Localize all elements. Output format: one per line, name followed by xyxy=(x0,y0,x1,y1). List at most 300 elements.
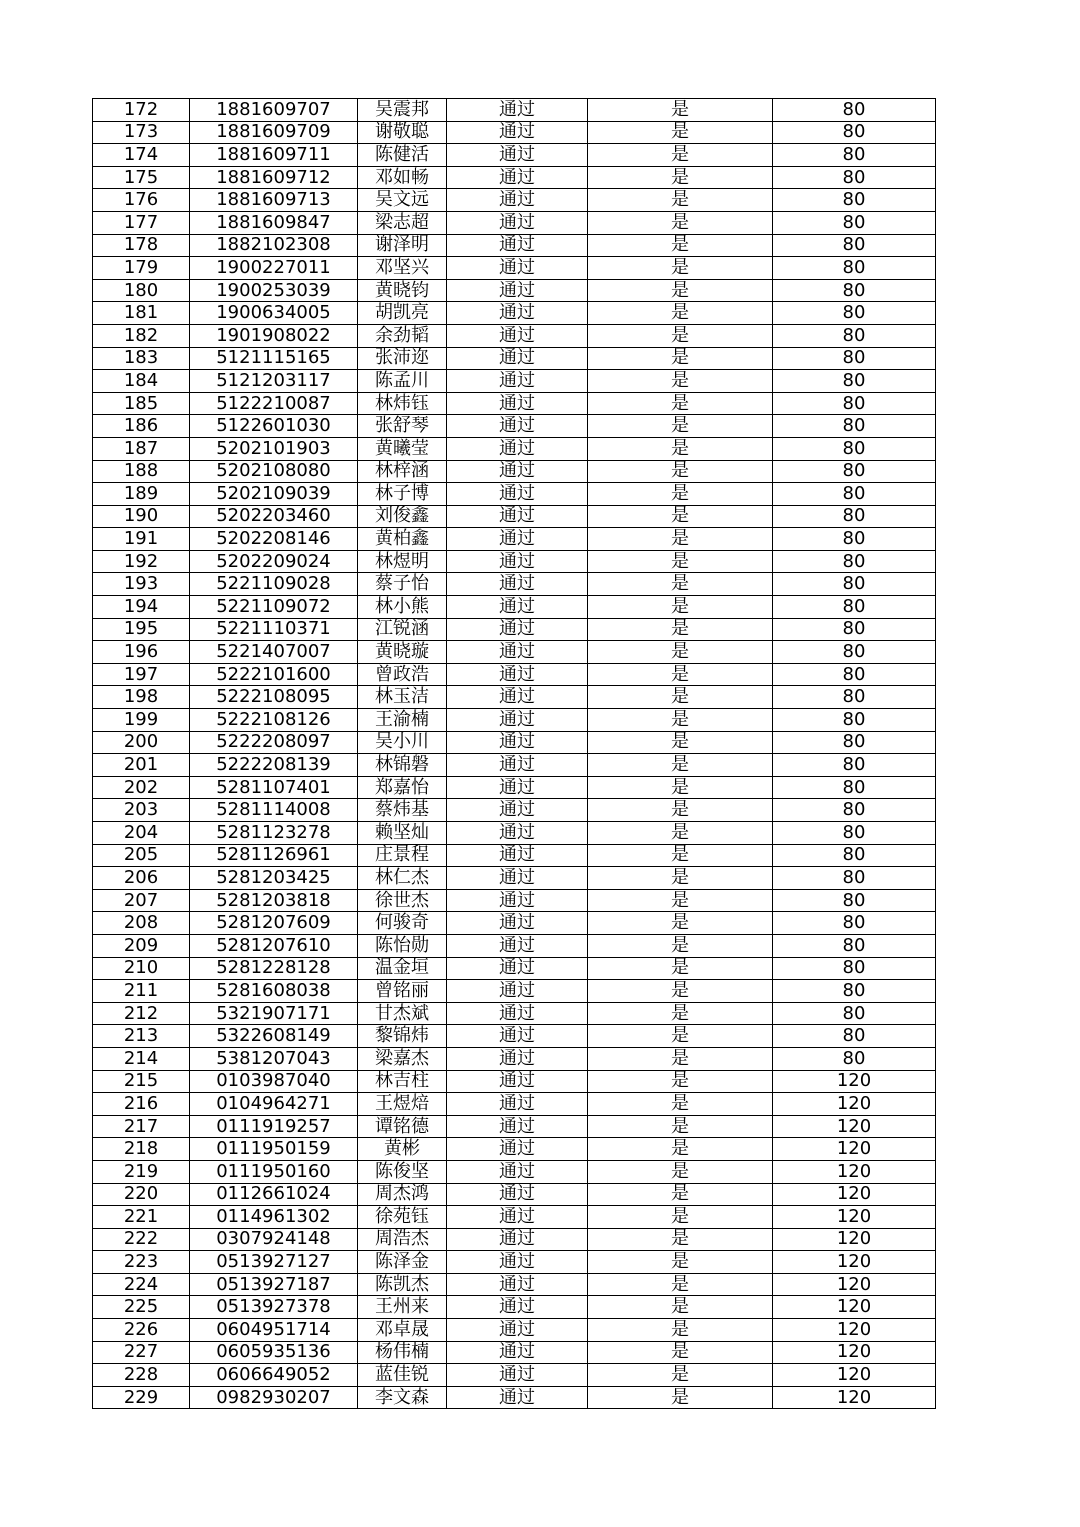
qualified-cell: 是 xyxy=(588,1319,773,1342)
row-number-cell: 196 xyxy=(93,641,190,664)
status-cell: 通过 xyxy=(447,799,588,822)
table-row xyxy=(93,460,936,483)
table-row xyxy=(93,573,936,596)
qualified-cell: 是 xyxy=(588,754,773,777)
id-number-cell: 1901908022 xyxy=(190,324,358,347)
table-row xyxy=(93,731,936,754)
id-number-cell: 1900227011 xyxy=(190,257,358,280)
qualified-cell: 是 xyxy=(588,844,773,867)
table-row xyxy=(93,844,936,867)
qualified-cell: 是 xyxy=(588,1296,773,1319)
amount-cell: 80 xyxy=(773,437,936,460)
id-number-cell: 5202101903 xyxy=(190,437,358,460)
status-cell: 通过 xyxy=(447,1047,588,1070)
row-number-cell: 220 xyxy=(93,1183,190,1206)
row-number-cell: 199 xyxy=(93,709,190,732)
row-number-cell: 203 xyxy=(93,799,190,822)
amount-cell: 80 xyxy=(773,1047,936,1070)
row-number-cell: 187 xyxy=(93,437,190,460)
row-number-cell: 174 xyxy=(93,144,190,167)
id-number-cell: 5221110371 xyxy=(190,618,358,641)
status-cell: 通过 xyxy=(447,641,588,664)
table-row xyxy=(93,1228,936,1251)
amount-cell: 120 xyxy=(773,1138,936,1161)
table-row xyxy=(93,234,936,257)
id-number-cell: 5222208139 xyxy=(190,754,358,777)
table-row xyxy=(93,1251,936,1274)
row-number-cell: 197 xyxy=(93,663,190,686)
id-number-cell: 5322608149 xyxy=(190,1025,358,1048)
amount-cell: 120 xyxy=(773,1251,936,1274)
table-row xyxy=(93,189,936,212)
amount-cell: 80 xyxy=(773,99,936,122)
row-number-cell: 209 xyxy=(93,934,190,957)
amount-cell: 80 xyxy=(773,460,936,483)
name-cell: 王渝楠 xyxy=(358,709,447,732)
table-row xyxy=(93,686,936,709)
amount-cell: 80 xyxy=(773,618,936,641)
status-cell: 通过 xyxy=(447,1273,588,1296)
amount-cell: 80 xyxy=(773,799,936,822)
row-number-cell: 178 xyxy=(93,234,190,257)
amount-cell: 80 xyxy=(773,912,936,935)
amount-cell: 120 xyxy=(773,1296,936,1319)
qualified-cell: 是 xyxy=(588,822,773,845)
row-number-cell: 223 xyxy=(93,1251,190,1274)
row-number-cell: 211 xyxy=(93,980,190,1003)
name-cell: 林炜钰 xyxy=(358,392,447,415)
amount-cell: 80 xyxy=(773,889,936,912)
qualified-cell: 是 xyxy=(588,279,773,302)
name-cell: 林小熊 xyxy=(358,596,447,619)
status-cell: 通过 xyxy=(447,324,588,347)
name-cell: 黄彬 xyxy=(358,1138,447,1161)
name-cell: 徐世杰 xyxy=(358,889,447,912)
qualified-cell: 是 xyxy=(588,550,773,573)
table-row xyxy=(93,1183,936,1206)
table-row xyxy=(93,505,936,528)
table-row xyxy=(93,279,936,302)
name-cell: 徐苑钰 xyxy=(358,1206,447,1229)
amount-cell: 120 xyxy=(773,1206,936,1229)
status-cell: 通过 xyxy=(447,1319,588,1342)
qualified-cell: 是 xyxy=(588,799,773,822)
name-cell: 邓坚兴 xyxy=(358,257,447,280)
table-row xyxy=(93,392,936,415)
qualified-cell: 是 xyxy=(588,686,773,709)
status-cell: 通过 xyxy=(447,234,588,257)
status-cell: 通过 xyxy=(447,347,588,370)
amount-cell: 80 xyxy=(773,234,936,257)
qualified-cell: 是 xyxy=(588,1273,773,1296)
qualified-cell: 是 xyxy=(588,1228,773,1251)
status-cell: 通过 xyxy=(447,1115,588,1138)
qualified-cell: 是 xyxy=(588,528,773,551)
status-cell: 通过 xyxy=(447,844,588,867)
row-number-cell: 190 xyxy=(93,505,190,528)
status-cell: 通过 xyxy=(447,1364,588,1387)
qualified-cell: 是 xyxy=(588,596,773,619)
id-number-cell: 5221109028 xyxy=(190,573,358,596)
amount-cell: 80 xyxy=(773,483,936,506)
amount-cell: 80 xyxy=(773,641,936,664)
qualified-cell: 是 xyxy=(588,957,773,980)
status-cell: 通过 xyxy=(447,550,588,573)
amount-cell: 80 xyxy=(773,505,936,528)
row-number-cell: 226 xyxy=(93,1319,190,1342)
id-number-cell: 0604951714 xyxy=(190,1319,358,1342)
row-number-cell: 217 xyxy=(93,1115,190,1138)
amount-cell: 80 xyxy=(773,347,936,370)
qualified-cell: 是 xyxy=(588,1341,773,1364)
status-cell: 通过 xyxy=(447,1183,588,1206)
table-row xyxy=(93,641,936,664)
qualified-cell: 是 xyxy=(588,1160,773,1183)
name-cell: 林煜明 xyxy=(358,550,447,573)
row-number-cell: 192 xyxy=(93,550,190,573)
amount-cell: 80 xyxy=(773,844,936,867)
amount-cell: 80 xyxy=(773,257,936,280)
results-table-body xyxy=(93,99,936,1409)
id-number-cell: 5121115165 xyxy=(190,347,358,370)
id-number-cell: 5202209024 xyxy=(190,550,358,573)
row-number-cell: 185 xyxy=(93,392,190,415)
name-cell: 余劲韬 xyxy=(358,324,447,347)
name-cell: 谢泽明 xyxy=(358,234,447,257)
name-cell: 陈怡勋 xyxy=(358,934,447,957)
table-row xyxy=(93,1273,936,1296)
name-cell: 庄景程 xyxy=(358,844,447,867)
table-row xyxy=(93,1206,936,1229)
qualified-cell: 是 xyxy=(588,1138,773,1161)
id-number-cell: 5281126961 xyxy=(190,844,358,867)
qualified-cell: 是 xyxy=(588,99,773,122)
row-number-cell: 175 xyxy=(93,166,190,189)
row-number-cell: 212 xyxy=(93,1002,190,1025)
status-cell: 通过 xyxy=(447,1251,588,1274)
row-number-cell: 214 xyxy=(93,1047,190,1070)
table-row xyxy=(93,934,936,957)
row-number-cell: 172 xyxy=(93,99,190,122)
qualified-cell: 是 xyxy=(588,257,773,280)
row-number-cell: 181 xyxy=(93,302,190,325)
row-number-cell: 191 xyxy=(93,528,190,551)
id-number-cell: 5222208097 xyxy=(190,731,358,754)
status-cell: 通过 xyxy=(447,663,588,686)
amount-cell: 120 xyxy=(773,1160,936,1183)
table-row xyxy=(93,867,936,890)
status-cell: 通过 xyxy=(447,370,588,393)
status-cell: 通过 xyxy=(447,1070,588,1093)
status-cell: 通过 xyxy=(447,1002,588,1025)
id-number-cell: 0513927187 xyxy=(190,1273,358,1296)
qualified-cell: 是 xyxy=(588,867,773,890)
name-cell: 黄柏鑫 xyxy=(358,528,447,551)
amount-cell: 80 xyxy=(773,596,936,619)
name-cell: 陈孟川 xyxy=(358,370,447,393)
amount-cell: 80 xyxy=(773,822,936,845)
status-cell: 通过 xyxy=(447,822,588,845)
row-number-cell: 188 xyxy=(93,460,190,483)
id-number-cell: 5202208146 xyxy=(190,528,358,551)
name-cell: 刘俊鑫 xyxy=(358,505,447,528)
id-number-cell: 5281203818 xyxy=(190,889,358,912)
id-number-cell: 0513927127 xyxy=(190,1251,358,1274)
status-cell: 通过 xyxy=(447,302,588,325)
name-cell: 曾铭丽 xyxy=(358,980,447,1003)
row-number-cell: 208 xyxy=(93,912,190,935)
table-row xyxy=(93,550,936,573)
status-cell: 通过 xyxy=(447,1386,588,1409)
status-cell: 通过 xyxy=(447,483,588,506)
id-number-cell: 1900634005 xyxy=(190,302,358,325)
id-number-cell: 5321907171 xyxy=(190,1002,358,1025)
table-row xyxy=(93,754,936,777)
table-row xyxy=(93,980,936,1003)
table-row xyxy=(93,166,936,189)
id-number-cell: 5281207610 xyxy=(190,934,358,957)
table-row xyxy=(93,822,936,845)
name-cell: 黄晓璇 xyxy=(358,641,447,664)
amount-cell: 80 xyxy=(773,957,936,980)
status-cell: 通过 xyxy=(447,731,588,754)
name-cell: 蓝佳锐 xyxy=(358,1364,447,1387)
id-number-cell: 1881609711 xyxy=(190,144,358,167)
amount-cell: 80 xyxy=(773,392,936,415)
amount-cell: 80 xyxy=(773,550,936,573)
status-cell: 通过 xyxy=(447,166,588,189)
status-cell: 通过 xyxy=(447,505,588,528)
qualified-cell: 是 xyxy=(588,234,773,257)
id-number-cell: 0982930207 xyxy=(190,1386,358,1409)
row-number-cell: 194 xyxy=(93,596,190,619)
name-cell: 陈泽金 xyxy=(358,1251,447,1274)
id-number-cell: 5202109039 xyxy=(190,483,358,506)
table-row xyxy=(93,99,936,122)
name-cell: 甘杰斌 xyxy=(358,1002,447,1025)
table-row xyxy=(93,144,936,167)
amount-cell: 80 xyxy=(773,709,936,732)
status-cell: 通过 xyxy=(447,257,588,280)
name-cell: 林玉洁 xyxy=(358,686,447,709)
amount-cell: 80 xyxy=(773,934,936,957)
amount-cell: 80 xyxy=(773,663,936,686)
amount-cell: 120 xyxy=(773,1070,936,1093)
qualified-cell: 是 xyxy=(588,912,773,935)
table-row xyxy=(93,663,936,686)
table-row xyxy=(93,1160,936,1183)
name-cell: 陈凯杰 xyxy=(358,1273,447,1296)
name-cell: 蔡炜基 xyxy=(358,799,447,822)
amount-cell: 120 xyxy=(773,1364,936,1387)
qualified-cell: 是 xyxy=(588,370,773,393)
id-number-cell: 1882102308 xyxy=(190,234,358,257)
row-number-cell: 204 xyxy=(93,822,190,845)
amount-cell: 80 xyxy=(773,528,936,551)
row-number-cell: 206 xyxy=(93,867,190,890)
name-cell: 吴小川 xyxy=(358,731,447,754)
id-number-cell: 5281203425 xyxy=(190,867,358,890)
amount-cell: 120 xyxy=(773,1093,936,1116)
name-cell: 林吉柱 xyxy=(358,1070,447,1093)
status-cell: 通过 xyxy=(447,1160,588,1183)
table-row xyxy=(93,1296,936,1319)
id-number-cell: 5381207043 xyxy=(190,1047,358,1070)
status-cell: 通过 xyxy=(447,460,588,483)
name-cell: 林子博 xyxy=(358,483,447,506)
amount-cell: 80 xyxy=(773,686,936,709)
row-number-cell: 215 xyxy=(93,1070,190,1093)
amount-cell: 80 xyxy=(773,370,936,393)
amount-cell: 80 xyxy=(773,980,936,1003)
id-number-cell: 1881609709 xyxy=(190,121,358,144)
name-cell: 陈俊坚 xyxy=(358,1160,447,1183)
status-cell: 通过 xyxy=(447,528,588,551)
qualified-cell: 是 xyxy=(588,392,773,415)
name-cell: 何骏奇 xyxy=(358,912,447,935)
table-row xyxy=(93,1386,936,1409)
status-cell: 通过 xyxy=(447,889,588,912)
status-cell: 通过 xyxy=(447,980,588,1003)
qualified-cell: 是 xyxy=(588,1386,773,1409)
row-number-cell: 222 xyxy=(93,1228,190,1251)
id-number-cell: 0606649052 xyxy=(190,1364,358,1387)
name-cell: 邓卓晟 xyxy=(358,1319,447,1342)
table-row xyxy=(93,1070,936,1093)
status-cell: 通过 xyxy=(447,189,588,212)
table-row xyxy=(93,1138,936,1161)
row-number-cell: 182 xyxy=(93,324,190,347)
id-number-cell: 5221407007 xyxy=(190,641,358,664)
amount-cell: 80 xyxy=(773,211,936,234)
id-number-cell: 5222101600 xyxy=(190,663,358,686)
status-cell: 通过 xyxy=(447,99,588,122)
qualified-cell: 是 xyxy=(588,144,773,167)
amount-cell: 80 xyxy=(773,415,936,438)
id-number-cell: 5281123278 xyxy=(190,822,358,845)
table-row xyxy=(93,1341,936,1364)
name-cell: 蔡子怡 xyxy=(358,573,447,596)
table-row xyxy=(93,121,936,144)
qualified-cell: 是 xyxy=(588,731,773,754)
row-number-cell: 227 xyxy=(93,1341,190,1364)
id-number-cell: 0104964271 xyxy=(190,1093,358,1116)
status-cell: 通过 xyxy=(447,709,588,732)
name-cell: 林仁杰 xyxy=(358,867,447,890)
qualified-cell: 是 xyxy=(588,1070,773,1093)
row-number-cell: 184 xyxy=(93,370,190,393)
table-row xyxy=(93,415,936,438)
status-cell: 通过 xyxy=(447,392,588,415)
qualified-cell: 是 xyxy=(588,1002,773,1025)
name-cell: 谢敬聪 xyxy=(358,121,447,144)
name-cell: 江锐涵 xyxy=(358,618,447,641)
qualified-cell: 是 xyxy=(588,189,773,212)
table-row xyxy=(93,709,936,732)
table-row xyxy=(93,799,936,822)
table-row xyxy=(93,347,936,370)
qualified-cell: 是 xyxy=(588,324,773,347)
row-number-cell: 221 xyxy=(93,1206,190,1229)
id-number-cell: 0111919257 xyxy=(190,1115,358,1138)
amount-cell: 120 xyxy=(773,1115,936,1138)
status-cell: 通过 xyxy=(447,573,588,596)
table-row xyxy=(93,1047,936,1070)
row-number-cell: 202 xyxy=(93,776,190,799)
id-number-cell: 5281107401 xyxy=(190,776,358,799)
qualified-cell: 是 xyxy=(588,1115,773,1138)
row-number-cell: 179 xyxy=(93,257,190,280)
table-row xyxy=(93,437,936,460)
qualified-cell: 是 xyxy=(588,709,773,732)
name-cell: 黎锦炜 xyxy=(358,1025,447,1048)
row-number-cell: 186 xyxy=(93,415,190,438)
row-number-cell: 210 xyxy=(93,957,190,980)
table-row xyxy=(93,618,936,641)
row-number-cell: 228 xyxy=(93,1364,190,1387)
status-cell: 通过 xyxy=(447,211,588,234)
table-row xyxy=(93,257,936,280)
status-cell: 通过 xyxy=(447,754,588,777)
name-cell: 黄曦莹 xyxy=(358,437,447,460)
row-number-cell: 177 xyxy=(93,211,190,234)
table-row xyxy=(93,1115,936,1138)
row-number-cell: 219 xyxy=(93,1160,190,1183)
row-number-cell: 180 xyxy=(93,279,190,302)
qualified-cell: 是 xyxy=(588,1025,773,1048)
id-number-cell: 5202108080 xyxy=(190,460,358,483)
name-cell: 胡凯亮 xyxy=(358,302,447,325)
row-number-cell: 198 xyxy=(93,686,190,709)
status-cell: 通过 xyxy=(447,912,588,935)
id-number-cell: 0111950160 xyxy=(190,1160,358,1183)
table-row xyxy=(93,957,936,980)
amount-cell: 80 xyxy=(773,867,936,890)
table-row xyxy=(93,211,936,234)
qualified-cell: 是 xyxy=(588,776,773,799)
status-cell: 通过 xyxy=(447,1206,588,1229)
status-cell: 通过 xyxy=(447,437,588,460)
id-number-cell: 5281114008 xyxy=(190,799,358,822)
amount-cell: 80 xyxy=(773,189,936,212)
qualified-cell: 是 xyxy=(588,302,773,325)
qualified-cell: 是 xyxy=(588,641,773,664)
amount-cell: 80 xyxy=(773,573,936,596)
name-cell: 王州来 xyxy=(358,1296,447,1319)
name-cell: 周浩杰 xyxy=(358,1228,447,1251)
amount-cell: 120 xyxy=(773,1183,936,1206)
row-number-cell: 218 xyxy=(93,1138,190,1161)
amount-cell: 80 xyxy=(773,121,936,144)
qualified-cell: 是 xyxy=(588,1093,773,1116)
table-row xyxy=(93,776,936,799)
table-row xyxy=(93,1025,936,1048)
name-cell: 郑嘉怡 xyxy=(358,776,447,799)
status-cell: 通过 xyxy=(447,1093,588,1116)
table-row xyxy=(93,302,936,325)
qualified-cell: 是 xyxy=(588,663,773,686)
amount-cell: 80 xyxy=(773,302,936,325)
amount-cell: 80 xyxy=(773,1002,936,1025)
name-cell: 邓如畅 xyxy=(358,166,447,189)
name-cell: 吴震邦 xyxy=(358,99,447,122)
name-cell: 赖坚灿 xyxy=(358,822,447,845)
row-number-cell: 224 xyxy=(93,1273,190,1296)
id-number-cell: 0307924148 xyxy=(190,1228,358,1251)
qualified-cell: 是 xyxy=(588,347,773,370)
row-number-cell: 213 xyxy=(93,1025,190,1048)
amount-cell: 80 xyxy=(773,754,936,777)
